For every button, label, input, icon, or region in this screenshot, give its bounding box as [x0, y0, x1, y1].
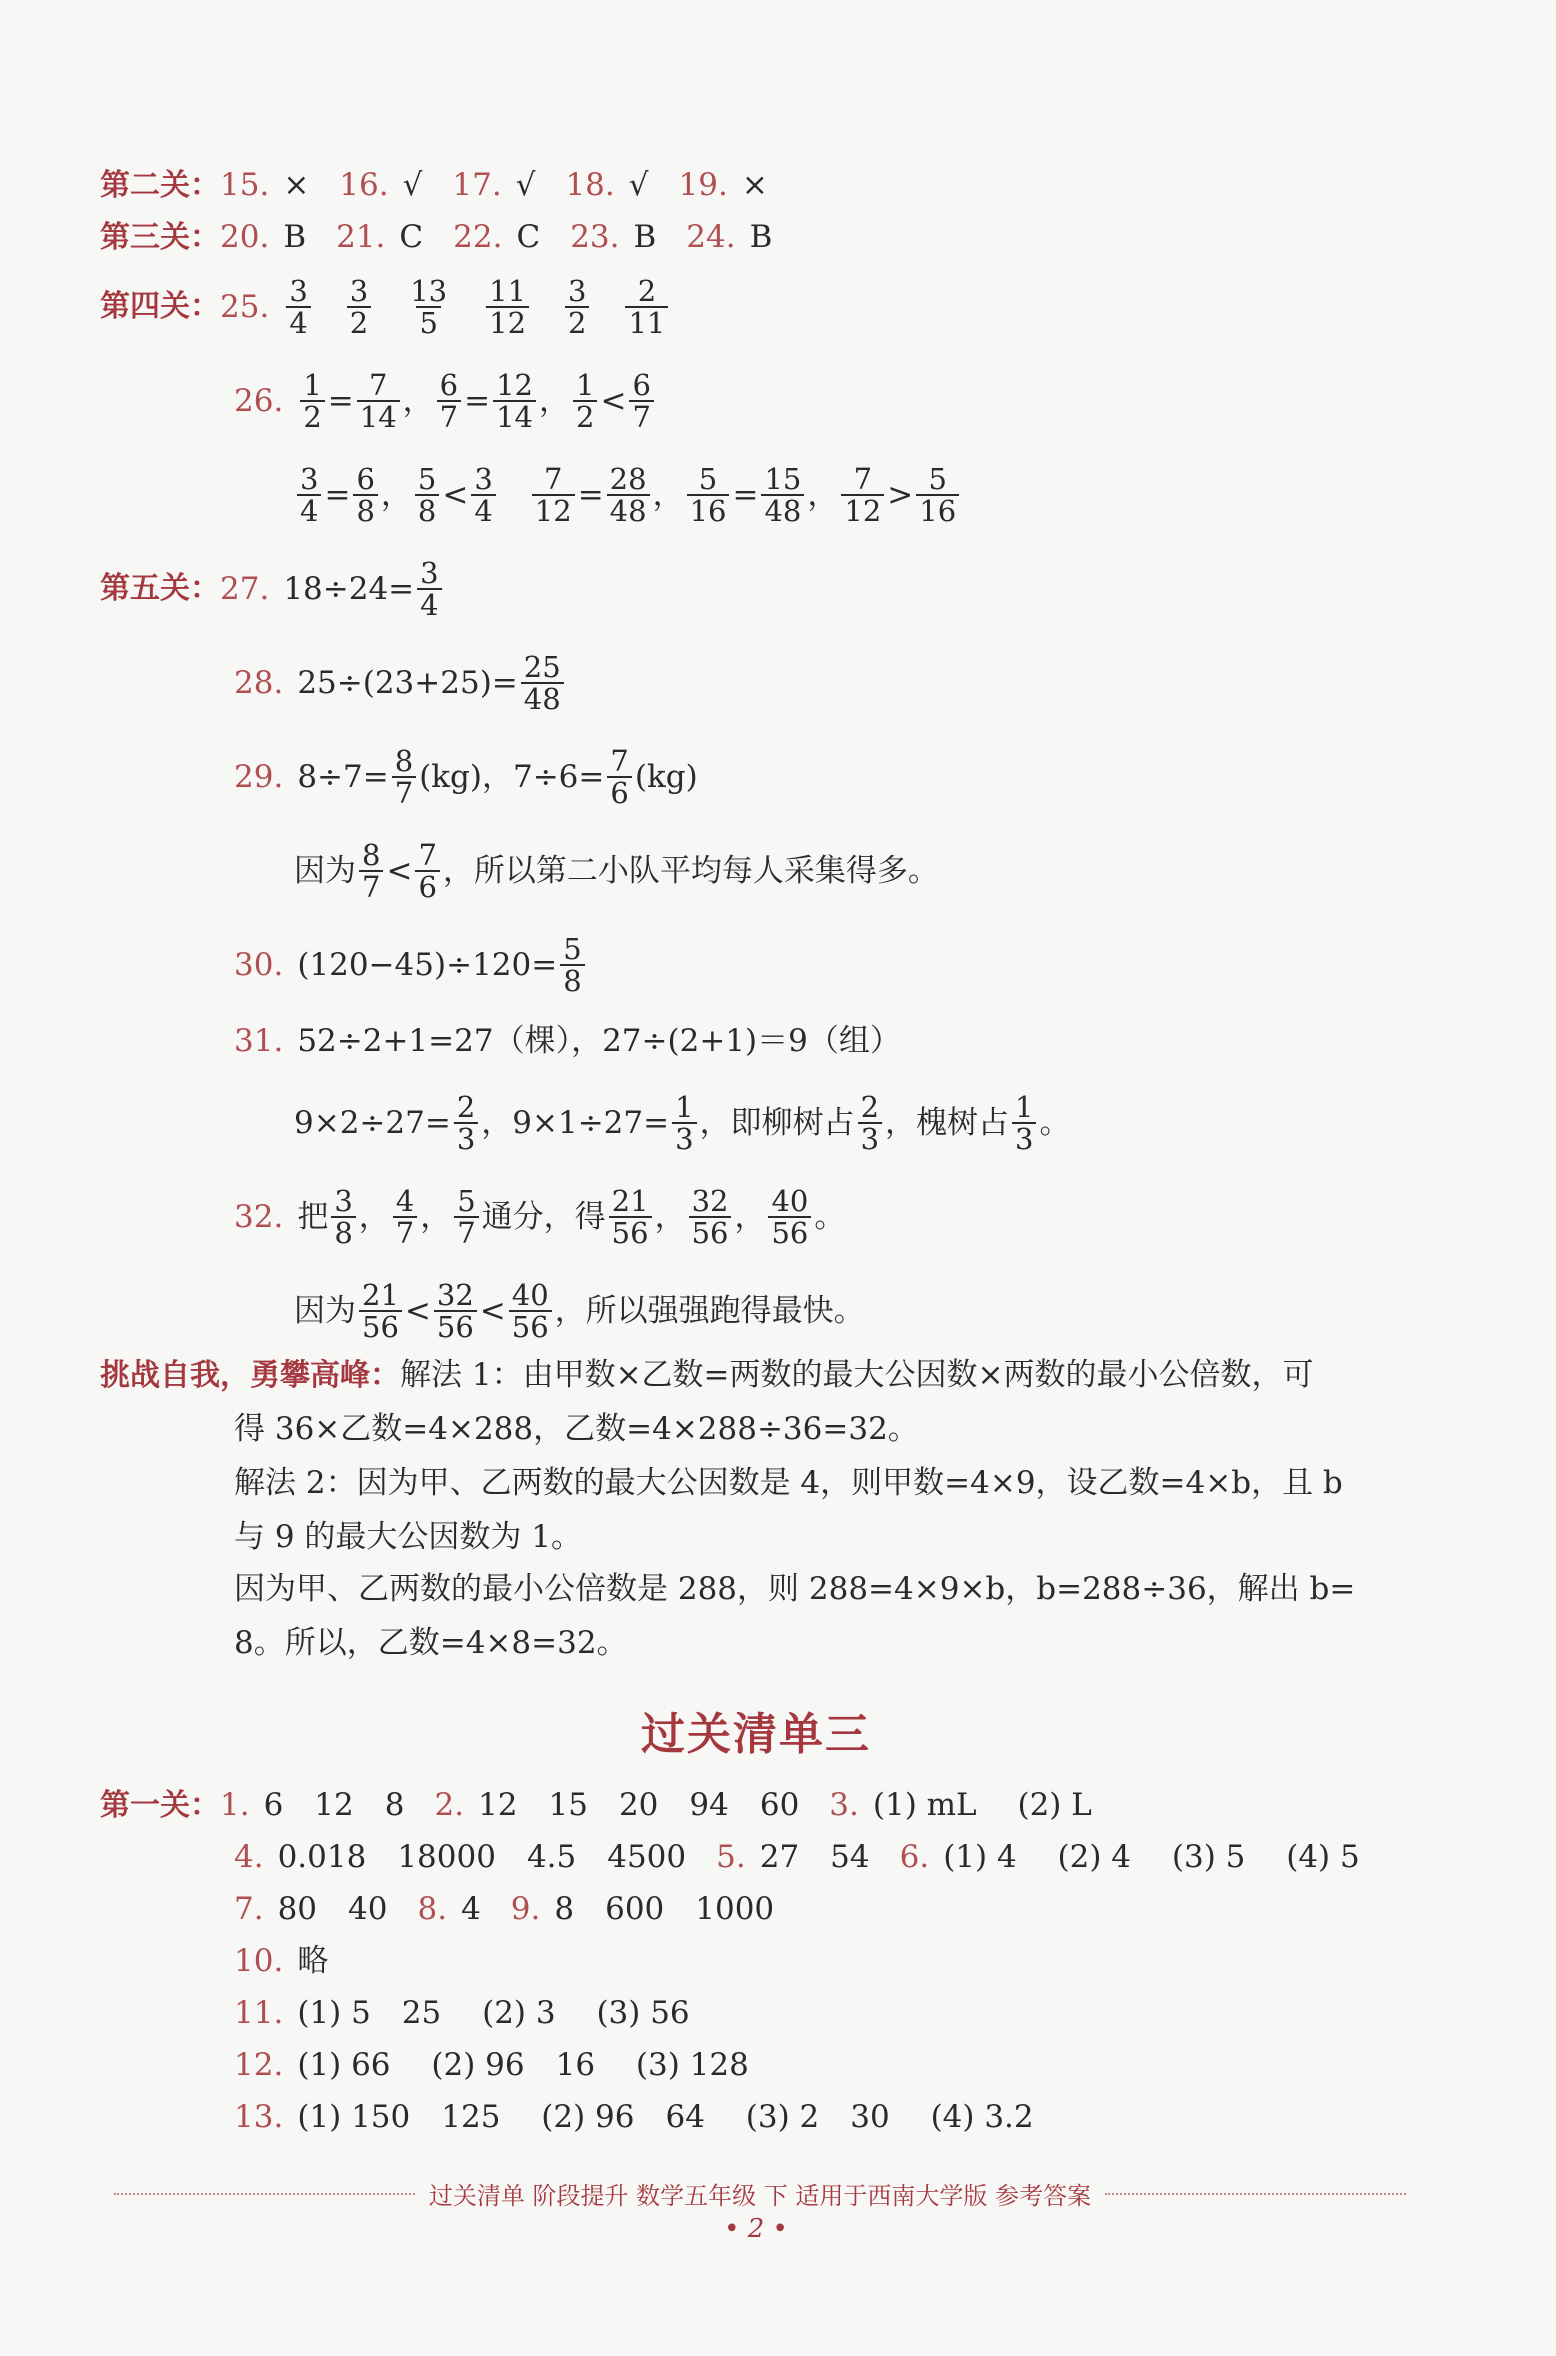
fraction: $\frac{1}{2}$	[300, 370, 324, 433]
q32-conclusion: 因为 $\frac{21}{56}$ < $\frac{32}{56}$ < $\frac{40}{56}$ ，所以强强跑得最快。	[294, 1278, 865, 1345]
answer: C	[516, 219, 541, 255]
answer: ×	[741, 167, 768, 203]
answer: √	[402, 167, 423, 203]
fraction: $\frac{3}{8}$	[331, 1186, 355, 1249]
fraction: $\frac{7}{6}$	[415, 840, 439, 903]
q26-row2: $\frac{3}{4}$ = $\frac{6}{8}$ ， $\frac{5}{8}$ < $\frac{3}{4}$ $\frac{7}{12}$ = $\frac{28}{48}$ ， $\frac{5}{16}$ = $\frac{15}{48}$ ， $\frac{7}{12}$ > $\frac{5}{16}$	[294, 464, 962, 527]
answer: √	[515, 167, 536, 203]
challenge-row1: 挑战自我，勇攀高峰： 解法 1：由甲数×乙数=两数的最大公因数×两数的最小公倍数，可	[100, 1357, 1314, 1393]
answer: C	[399, 219, 424, 255]
fraction: $\frac{1}{2}$	[573, 370, 597, 433]
page-number: • 2 •	[724, 2214, 788, 2244]
section-3-row	[100, 219, 773, 255]
section-1-label: 第一关：	[100, 1787, 220, 1823]
q-number: 17.	[452, 167, 502, 203]
fraction: $\frac{1}{3}$	[672, 1092, 696, 1155]
q32-row: 32. 把 $\frac{3}{8}$ ， $\frac{4}{7}$ ， $\frac{5}{7}$ 通分，得 $\frac{21}{56}$ ， $\frac{32}{56}$ ， $\frac{40}{56}$ 。	[234, 1184, 846, 1251]
answer: √	[628, 167, 649, 203]
challenge-row3: 解法 2：因为甲、乙两数的最大公因数是 4，则甲数=4×9，设乙数=4×b，且 b	[234, 1465, 1343, 1501]
sec1-row2: 4. 0.018 18000 4.5 4500 5. 27 54 6. (1) 4 (2) 4 (3) 5 (4) 5	[234, 1839, 1360, 1875]
fraction: $\frac{2}{11}$	[625, 276, 668, 339]
fraction: $\frac{2}{3}$	[454, 1092, 478, 1155]
footer-divider-right	[1105, 2193, 1406, 2195]
q29-row: 29. 8÷7= $\frac{8}{7}$ (kg)，7÷6= $\frac{7}{6}$ (kg)	[234, 744, 698, 811]
q-number: 22.	[453, 219, 503, 255]
fraction: $\frac{3}{4}$	[417, 558, 441, 621]
answer: ×	[283, 167, 310, 203]
fraction: $\frac{21}{56}$	[609, 1186, 652, 1249]
fraction: $\frac{3}{4}$	[297, 464, 321, 527]
q26-row1: 26. $\frac{1}{2}$ = $\frac{7}{14}$ ， $\frac{6}{7}$ = $\frac{12}{14}$ ， $\frac{1}{2}$ < $\frac{6}{7}$	[234, 370, 657, 433]
q27-row: 第五关： 27. 18÷24= $\frac{3}{4}$	[100, 558, 445, 621]
q31-row2: 9×2÷27= $\frac{2}{3}$ ，9×1÷27= $\frac{1}{3}$ ，即柳树占 $\frac{2}{3}$ ，槐树占 $\frac{1}{3}$ 。	[294, 1090, 1071, 1157]
fraction: $\frac{5}{16}$	[916, 464, 959, 527]
challenge-row4: 与 9 的最大公因数为 1。	[234, 1519, 583, 1555]
q31-row: 31. 52÷2+1=27（棵），27÷(2+1)＝9（组）	[234, 1023, 901, 1059]
fraction: $\frac{25}{48}$	[521, 652, 564, 715]
fraction: $\frac{11}{12}$	[486, 276, 529, 339]
section-5-label: 第五关：	[100, 571, 220, 607]
sec1-row6: 12. (1) 66 (2) 96 16 (3) 128	[234, 2047, 749, 2083]
fraction: $\frac{15}{48}$	[761, 464, 804, 527]
q30-row: 30. (120−45)÷120= $\frac{5}{8}$	[234, 934, 588, 997]
section-2-label: 第二关：	[100, 167, 220, 203]
q-number: 16.	[339, 167, 389, 203]
fraction: $\frac{5}{7}$	[454, 1186, 478, 1249]
q28-row: 28. 25÷(23+25)= $\frac{25}{48}$	[234, 652, 567, 715]
challenge-row6: 8。所以，乙数=4×8=32。	[234, 1625, 628, 1661]
fraction: $\frac{6}{7}$	[629, 370, 653, 433]
fraction: $\frac{7}{14}$	[357, 370, 400, 433]
fraction: $\frac{1}{3}$	[1012, 1092, 1036, 1155]
sec1-row1: 第一关： 1. 6 12 8 2. 12 15 20 94 60 3. (1) mL (2) L	[100, 1787, 1092, 1823]
fraction: $\frac{7}{12}$	[532, 464, 575, 527]
answer: B	[283, 219, 307, 255]
sec1-row3: 7. 80 40 8. 4 9. 8 600 1000	[234, 1891, 775, 1927]
fraction: $\frac{5}{8}$	[415, 464, 439, 527]
q-number: 25.	[220, 288, 270, 325]
fraction: $\frac{4}{7}$	[393, 1186, 417, 1249]
fraction: $\frac{5}{16}$	[687, 464, 730, 527]
q-number: 15.	[220, 167, 270, 203]
footer-text: 过关清单 阶段提升 数学五年级 下 适用于西南大学版 参考答案	[428, 2182, 1092, 2210]
fraction: $\frac{7}{6}$	[607, 746, 631, 809]
fraction: $\frac{5}{8}$	[560, 934, 584, 997]
answer: B	[749, 219, 773, 255]
q-number: 20.	[220, 219, 270, 255]
fraction: $\frac{8}{7}$	[392, 746, 416, 809]
q-number: 26.	[234, 382, 284, 419]
q29-conclusion: 因为 $\frac{8}{7}$ < $\frac{7}{6}$ ，所以第二小队平均每人采集得多。	[294, 838, 939, 905]
section-2-row	[100, 167, 768, 203]
fraction: $\frac{32}{56}$	[434, 1280, 477, 1343]
footer	[100, 2176, 1420, 2211]
sec1-row4: 10. 略	[234, 1943, 329, 1979]
fraction: $\frac{40}{56}$	[768, 1186, 811, 1249]
challenge-row2: 得 36×乙数=4×288，乙数=4×288÷36=32。	[234, 1411, 919, 1447]
fraction: $\frac{32}{56}$	[689, 1186, 732, 1249]
section-title: 过关清单三	[641, 1709, 871, 1760]
q-number: 24.	[686, 219, 736, 255]
fraction: $\frac{7}{12}$	[841, 464, 884, 527]
fraction: $\frac{2}{3}$	[858, 1092, 882, 1155]
section-4-label: 第四关：	[100, 289, 220, 325]
fraction: $\frac{3}{4}$	[471, 464, 495, 527]
fraction: $\frac{3}{4}$	[286, 276, 310, 339]
section-3-label: 第三关：	[100, 219, 220, 255]
fraction: $\frac{13}{5}$	[410, 274, 448, 341]
fraction: $\frac{3}{2}$	[565, 276, 589, 339]
sec1-row7: 13. (1) 150 125 (2) 96 64 (3) 2 30 (4) 3.2	[234, 2099, 1034, 2135]
answer: B	[633, 219, 657, 255]
footer-divider-left	[114, 2193, 415, 2195]
q25-row	[100, 276, 671, 339]
q-number: 19.	[678, 167, 728, 203]
challenge-row5: 因为甲、乙两数的最小公倍数是 288，则 288=4×9×b，b=288÷36，解出 b=	[234, 1571, 1356, 1607]
challenge-label: 挑战自我，勇攀高峰：	[100, 1357, 400, 1393]
fraction: $\frac{8}{7}$	[359, 840, 383, 903]
sec1-row5: 11. (1) 5 25 (2) 3 (3) 56	[234, 1995, 690, 2031]
fraction: $\frac{28}{48}$	[607, 464, 650, 527]
q-number: 21.	[336, 219, 386, 255]
q-number: 18.	[565, 167, 615, 203]
fraction: $\frac{6}{8}$	[353, 464, 377, 527]
fraction: $\frac{21}{56}$	[359, 1280, 402, 1343]
fraction: $\frac{3}{2}$	[347, 276, 371, 339]
q-number: 23.	[570, 219, 620, 255]
fraction: $\frac{12}{14}$	[493, 370, 536, 433]
fraction: $\frac{6}{7}$	[437, 370, 461, 433]
fraction: $\frac{40}{56}$	[509, 1280, 552, 1343]
